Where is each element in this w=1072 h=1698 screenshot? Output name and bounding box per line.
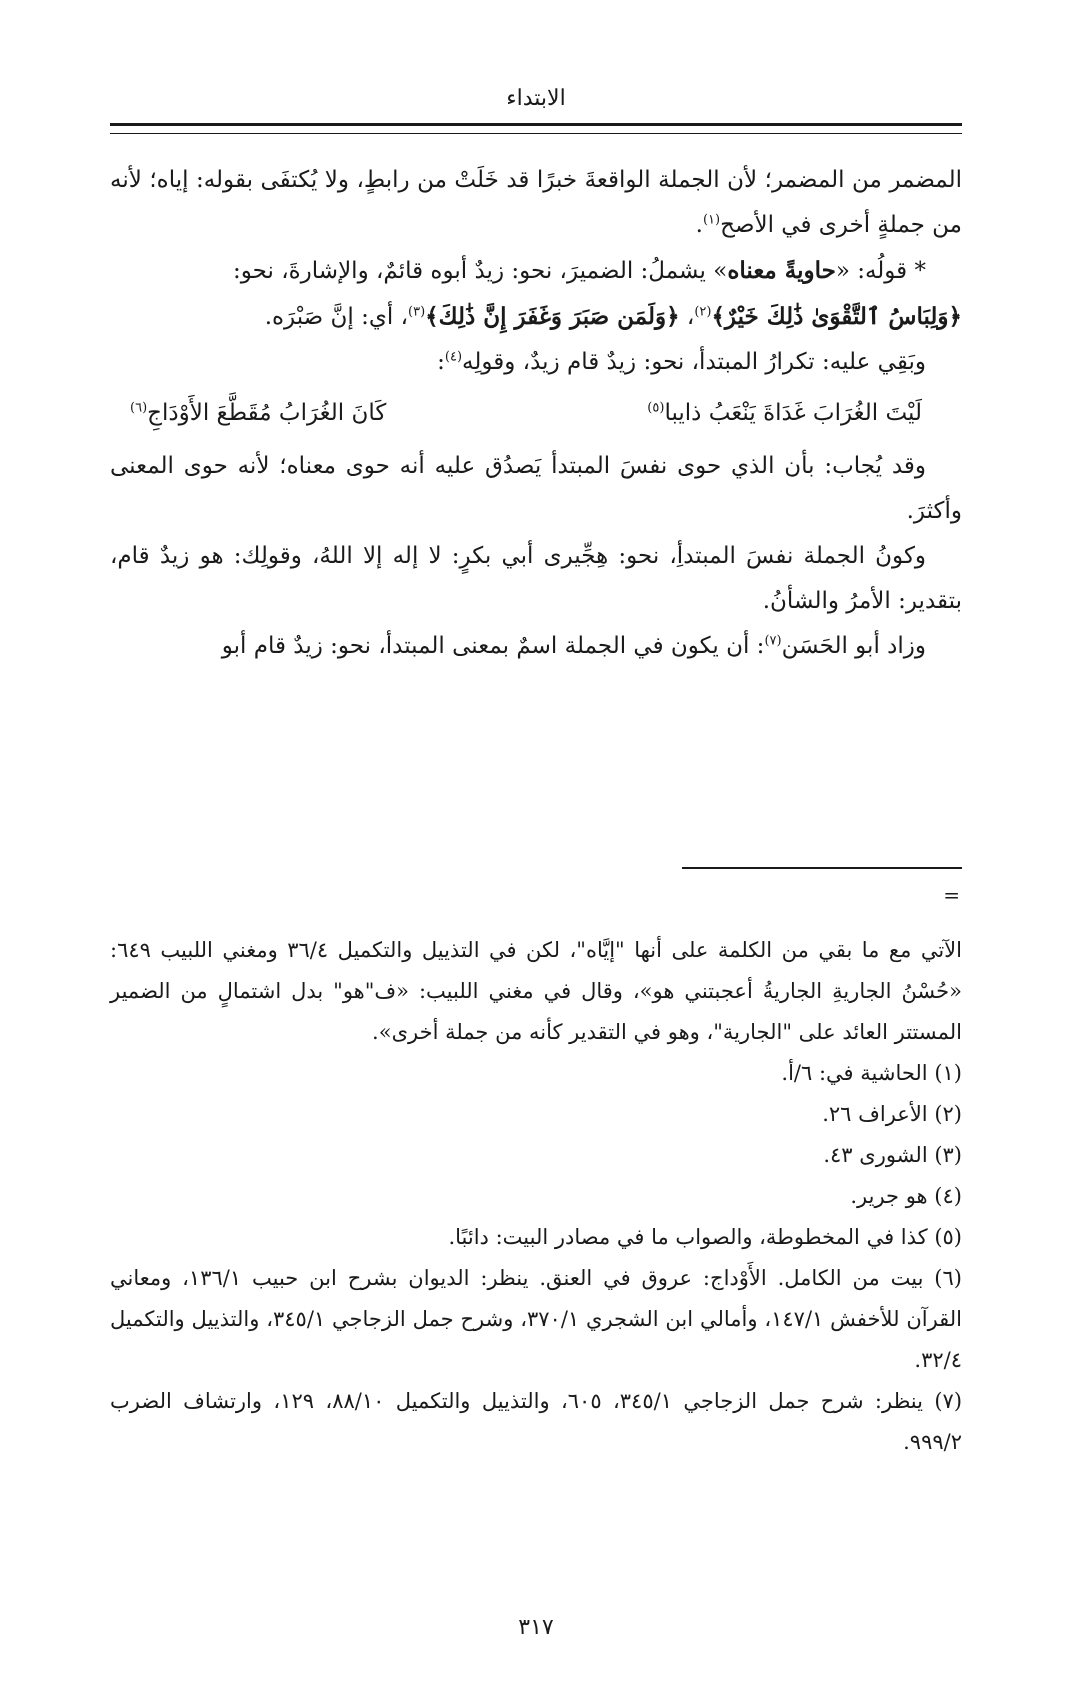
running-title: الابتداء xyxy=(506,86,566,111)
footnotes xyxy=(110,930,962,1463)
paragraph-2 xyxy=(110,248,962,294)
footnote-ref-4: (٤) xyxy=(444,349,463,365)
paragraph-3 xyxy=(110,294,962,340)
footnote-ref-7: (٧) xyxy=(764,633,782,649)
footnote-2: (٢) الأعراف ٢٦. xyxy=(822,1102,962,1126)
verse-first-text: لَيْتَ الغُرَابَ غَدَاةَ يَنْعَبُ ذايبا xyxy=(664,400,922,426)
main-text xyxy=(110,158,962,669)
footnote-7: (٧) ينظر: شرح جمل الزجاجي ٣٤٥/١، ٦٠٥، والتذييل والتكميل ٨٨/١٠، ١٢٩، وارتشاف الضرب ٩٩٩/٢. xyxy=(110,1389,963,1454)
quran-verse-2: ﴿وَلَمَن صَبَرَ وَغَفَرَ إِنَّ ذَٰلِكَ﴾ xyxy=(425,303,680,330)
paragraph-2-rest: » يشملُ: الضميرَ، نحو: زيدٌ أبوه قائمٌ، والإشارةَ، نحو: xyxy=(233,258,728,284)
footnote-5: (٥) كذا في المخطوطة، والصواب ما في مصادر البيت: دائبًا. xyxy=(448,1225,962,1249)
footnote-4: (٤) هو جرير. xyxy=(850,1184,962,1208)
poetry-verse xyxy=(110,391,962,436)
footnote-ref-1: (١) xyxy=(702,212,721,228)
separator: ، xyxy=(679,304,695,330)
verse-second-text: كَانَ الغُرَابُ مُقَطَّعَ الأَوْدَاجِ xyxy=(147,400,387,426)
footnote-ref-6: (٦) xyxy=(130,400,148,416)
paragraph-3-end: ، أي: إنَّ صَبْرَه. xyxy=(264,304,408,330)
paragraph-1-text: المضمر من المضمر؛ لأن الجملة الواقعةَ خبرًا قد خَلَتْ من رابطٍ، ولا يُكتفَى بقوله: إياه؛ لأنه من جملةٍ أخرى في الأصح xyxy=(110,167,962,238)
footnote-ref-2: (٢) xyxy=(694,304,712,320)
footnote-continuation-mark: = xyxy=(943,883,960,907)
footnote-ref-5: (٥) xyxy=(647,400,665,416)
header-rule-thin xyxy=(110,133,962,134)
footnote-3: (٣) الشورى ٤٣. xyxy=(823,1143,962,1167)
paragraph-6: وكونُ الجملة نفسَ المبتدأِ، نحو: هِجِّيرى أبي بكرٍ: لا إله إلا اللهُ، وقولِك: هو زيدٌ قام، بتقدير: الأمرُ والشأنُ. xyxy=(110,543,962,614)
footnote-ref-3: (٣) xyxy=(408,304,426,320)
paragraph-5: وقد يُجاب: بأن الذي حوى نفسَ المبتدأ يَصدُق عليه أنه حوى معناه؛ لأنه حوى المعنى وأكثرَ. xyxy=(110,453,962,524)
paragraph-7-start: وزاد أبو الحَسَن xyxy=(781,633,926,659)
quran-verse-1: ﴿وَلِبَاسُ ٱلتَّقْوَىٰ ذَٰلِكَ خَيْرٌ﴾ xyxy=(711,303,962,330)
verse-second-hemistich xyxy=(130,391,386,436)
paragraph-1-end: . xyxy=(695,212,703,238)
paragraph-4-end: : xyxy=(437,349,445,375)
footnote-1: (١) الحاشية في: ٦/أ. xyxy=(781,1061,962,1085)
paragraph-4 xyxy=(110,340,962,385)
footnote-6: (٦) بيت من الكامل. الأَوْداج: عروق في العنق. ينظر: الديوان بشرح ابن حبيب ١٣٦/١، ومعاني القرآن للأخفش ١٤٧/١، وأمالي ابن الشجري ٣٧٠/١، وشرح جمل الزجاجي ٣٤٥/١، والتذييل والتكميل ٣٢/٤. xyxy=(110,1266,963,1372)
paragraph-4-text: وبَقِي عليه: تكرارُ المبتدأ، نحو: زيدٌ قام زيدٌ، وقولِه xyxy=(462,349,926,375)
paragraph-7 xyxy=(110,624,962,669)
page-number: ٣١٧ xyxy=(518,1615,554,1640)
paragraph-2-lead: * قولُه: « xyxy=(835,258,926,284)
paragraph-7-rest: : أن يكون في الجملة اسمٌ بمعنى المبتدأ، نحو: زيدٌ قام أبو xyxy=(221,633,765,659)
verse-first-hemistich xyxy=(647,391,922,436)
footnote-separator xyxy=(682,867,962,869)
footnote-continued: الآتي مع ما بقي من الكلمة على أنها "إيَّاه"، لكن في التذييل والتكميل ٣٦/٤ ومغني اللبيب ٦٤٩: «حُسْنُ الجاريةِ الجاريةُ أعجبتني هو»، وقال في مغني اللبيب: «ف"هو" بدل اشتمالٍ من الضمير المستتر العائد على "الجارية"، وهو في التقدير كأنه من جملة أخرى». xyxy=(110,938,962,1044)
quoted-term: حاويةً معناه xyxy=(727,257,836,284)
paragraph-1 xyxy=(110,158,962,248)
header-rule-thick xyxy=(110,123,962,126)
